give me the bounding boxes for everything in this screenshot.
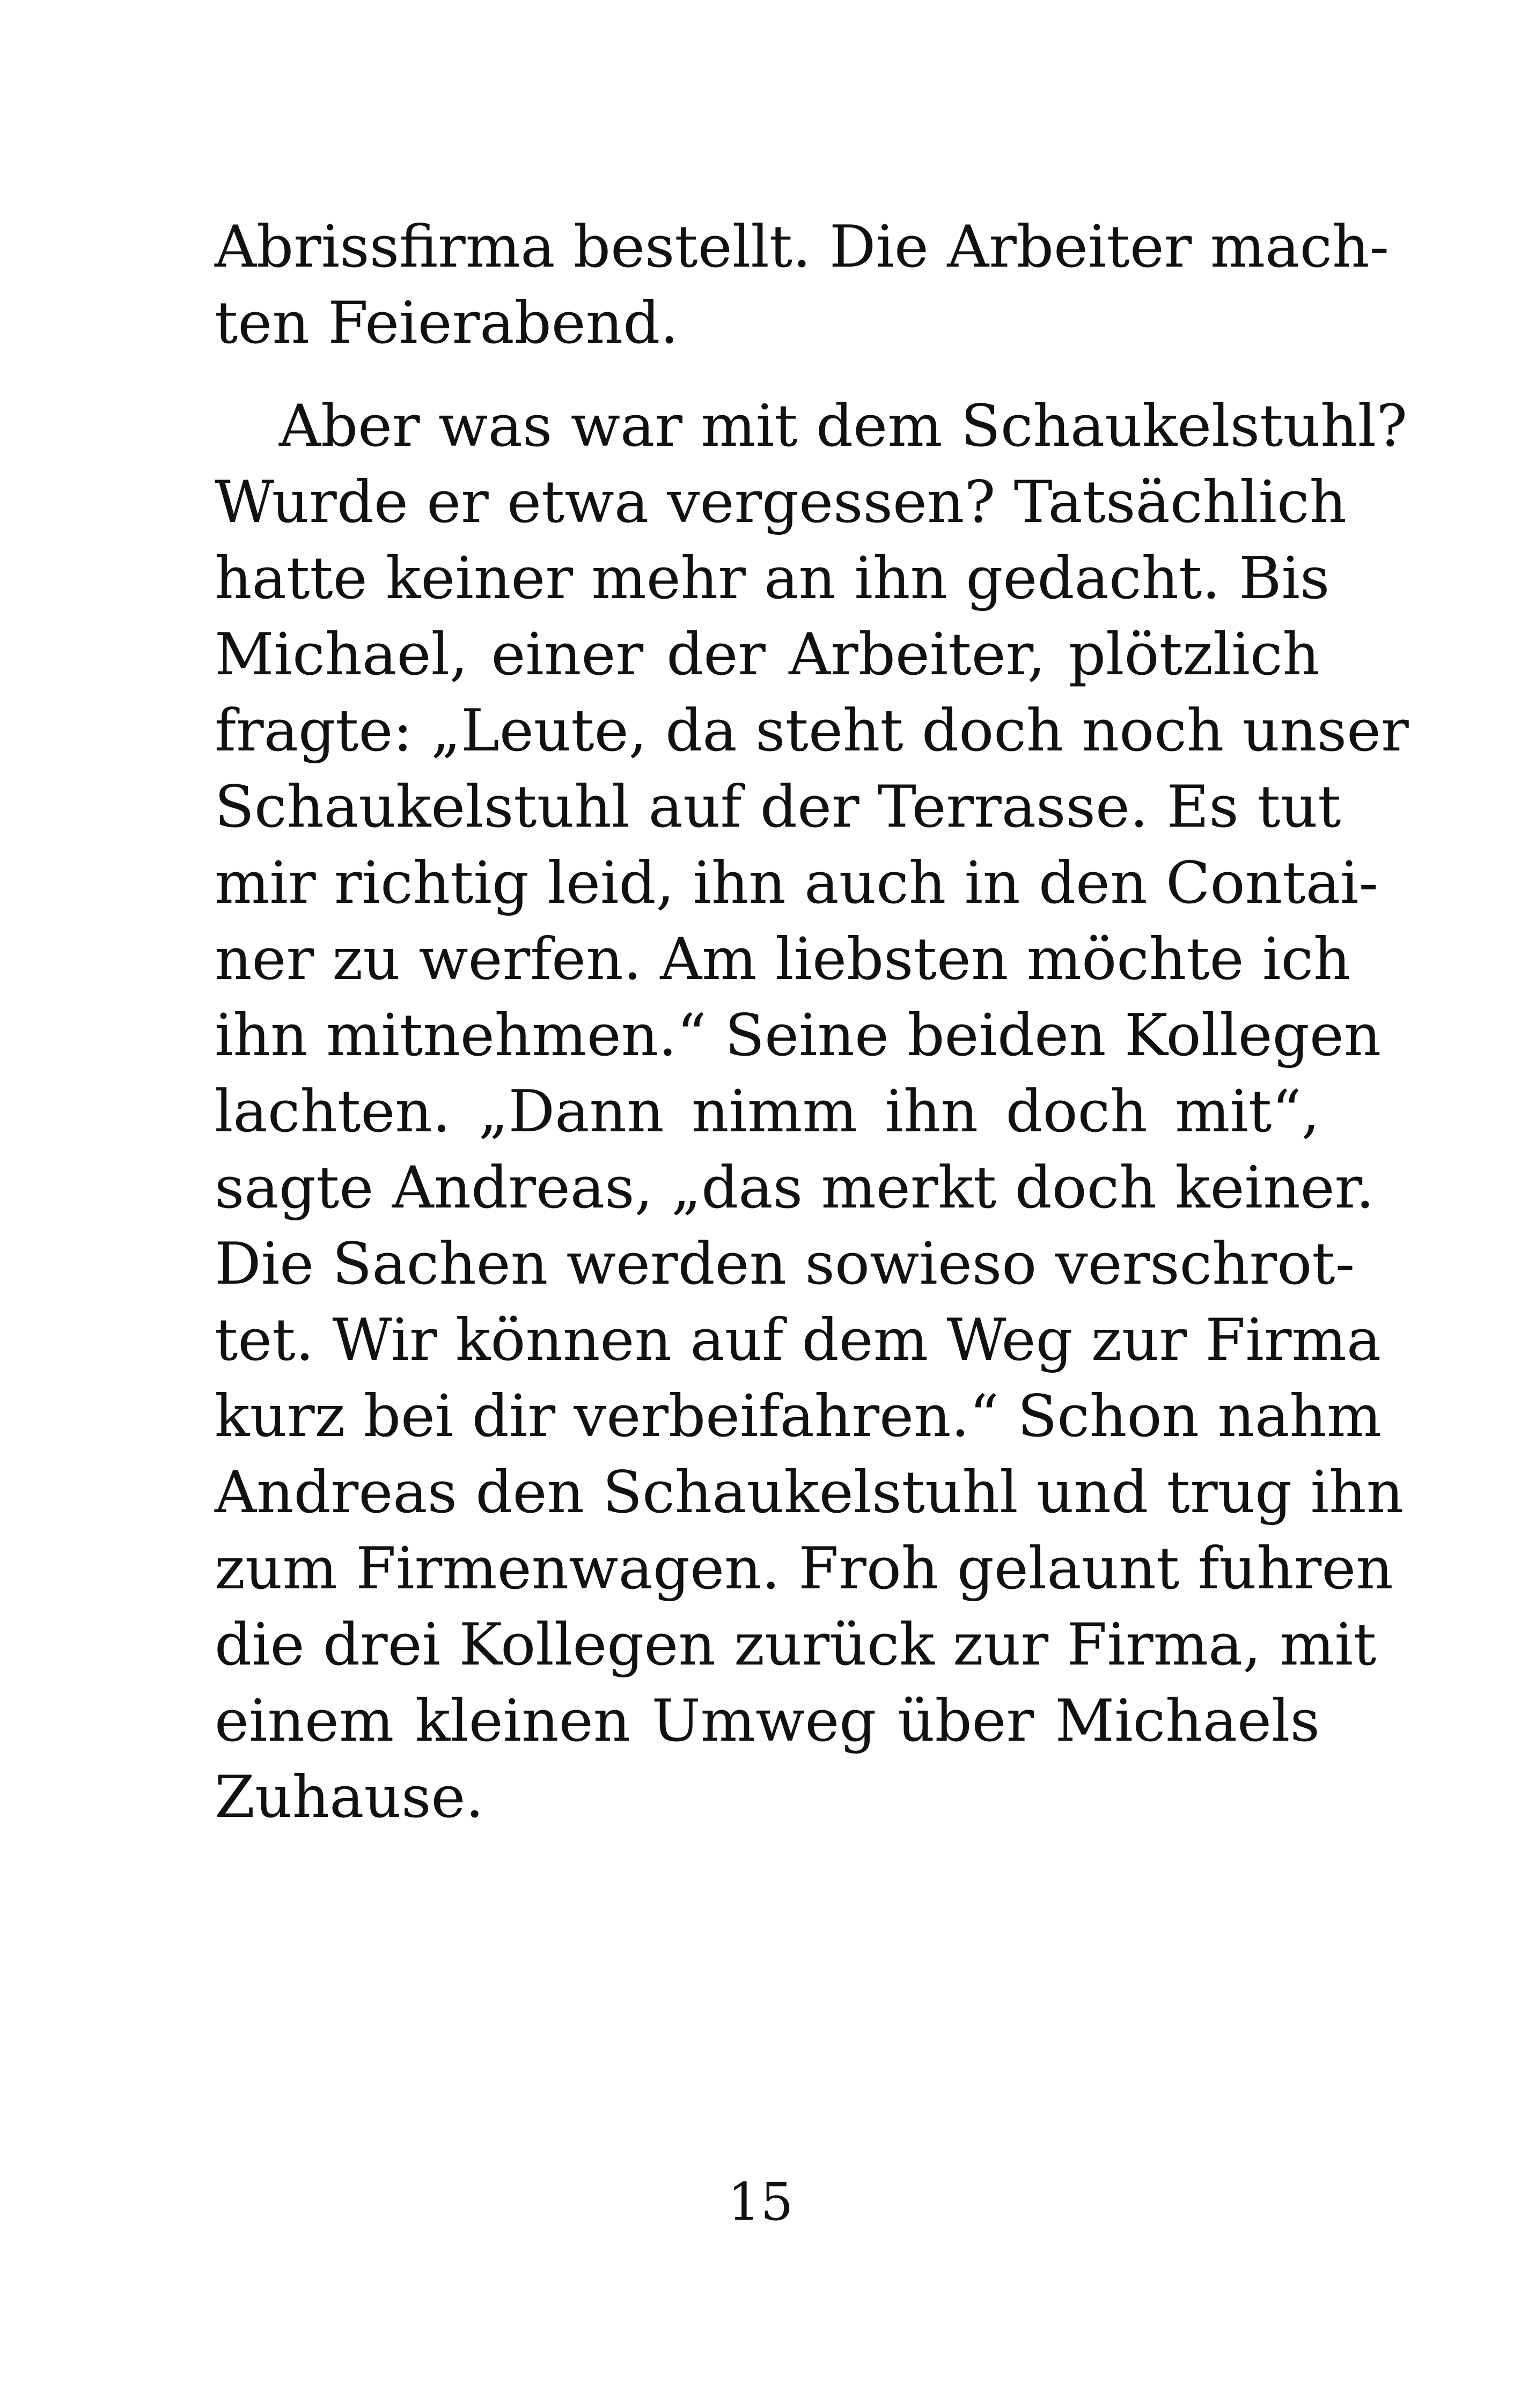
text-line: Abrissfirma bestellt. Die Arbeiter mach- <box>215 213 1390 281</box>
text-line: die drei Kollegen zurück zur Firma, mit <box>215 1611 1377 1678</box>
text-line: lachten. „Dann nimm ihn doch mit“, <box>215 1078 1320 1145</box>
text-line: ten Feierabend. <box>215 290 679 357</box>
text-line: kurz bei dir verbeifahren.“ Schon nahm <box>215 1383 1382 1450</box>
text-line: sagte Andreas, „das merkt doch keiner. <box>215 1154 1375 1221</box>
text-line: Wurde er etwa vergessen? Tatsächlich <box>215 469 1347 536</box>
text-line: hatte keiner mehr an ihn gedacht. Bis <box>215 545 1330 612</box>
text-line: Die Sachen werden sowieso verschrot- <box>215 1231 1355 1298</box>
text-line: Aber was war mit dem Schaukelstuhl? <box>279 393 1408 460</box>
paragraph-2 <box>215 388 1409 1836</box>
text-line: Schaukelstuhl auf der Terrasse. Es tut <box>215 774 1341 841</box>
body-text <box>215 209 1409 1836</box>
text-line: Michael, einer der Arbeiter, plötzlich <box>215 621 1320 688</box>
text-line: tet. Wir können auf dem Weg zur Firma <box>215 1307 1382 1374</box>
text-line: Andreas den Schaukelstuhl und trug ihn <box>215 1459 1404 1526</box>
text-line: ner zu werfen. Am liebsten möchte ich <box>215 926 1351 993</box>
text-line: ihn mitnehmen.“ Seine beiden Kollegen <box>215 1002 1382 1069</box>
text-line: Zuhause. <box>215 1764 484 1831</box>
text-line: mir richtig leid, ihn auch in den Contai- <box>215 850 1379 917</box>
text-line: einem kleinen Umweg über Michaels <box>215 1688 1320 1755</box>
text-line: fragte: „Leute, da steht doch noch unser <box>215 697 1409 764</box>
paragraph-spacing <box>215 362 1320 388</box>
text-line: zum Firmenwagen. Froh gelaunt fuhren <box>215 1535 1393 1602</box>
paragraph-1 <box>215 209 1390 362</box>
page-number: 15 <box>728 2172 793 2232</box>
